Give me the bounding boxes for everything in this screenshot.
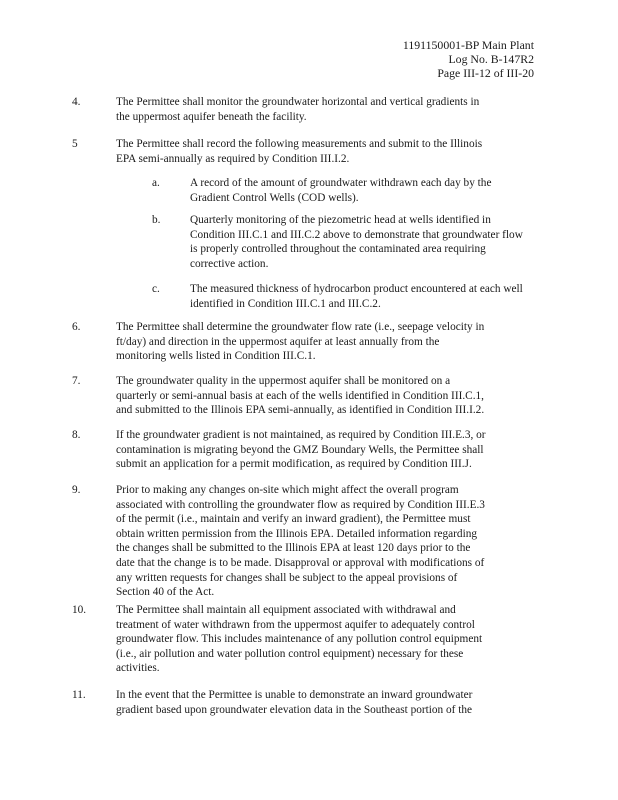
subitem-text-line: A record of the amount of groundwater withdrawn each day by the (190, 177, 492, 189)
item-number: 6. (72, 321, 81, 333)
item-text-line: contamination is migrating beyond the GMZ Boundary Wells, the Permittee shall (116, 443, 484, 456)
subitem-text-line: Condition III.C.1 and III.C.2 above to demonstrate that groundwater flow (190, 228, 523, 241)
subitem-text-line: The measured thickness of hydrocarbon product encountered at each well (190, 283, 523, 295)
item-text-line: The Permittee shall record the following measurements and submit to the Illinois (116, 138, 483, 150)
item-text-line: the uppermost aquifer beneath the facility. (116, 110, 307, 123)
item-text-line: The Permittee shall determine the groundwater flow rate (i.e., seepage velocity in (116, 321, 485, 333)
item-text-line: The groundwater quality in the uppermost aquifer shall be monitored on a (116, 375, 451, 387)
item-text-line: gradient based upon groundwater elevation data in the Southeast portion of the (116, 703, 473, 716)
item-number: 10. (72, 604, 87, 616)
item-text-line: quarterly or semi-annual basis at each of the wells identified in Condition III.C.1, (116, 389, 484, 402)
item-text-line: associated with controlling the groundwater flow as required by Condition III.E.3 (116, 498, 485, 511)
item-text-line: ft/day) and direction in the uppermost aquifer at least annually from the (116, 335, 440, 348)
log-number: Log No. B-147R2 (448, 52, 534, 67)
subitem-text-line: corrective action. (190, 257, 269, 270)
item-text-line: (i.e., air pollution and water pollution control equipment) necessary for these (116, 647, 464, 660)
subitem-text-line: Gradient Control Wells (COD wells). (190, 191, 359, 204)
item-number: 11. (72, 689, 86, 701)
item-text-line: EPA semi-annually as required by Condition III.I.2. (116, 152, 350, 165)
condition-item-4 (72, 95, 536, 124)
item-number: 8. (72, 429, 81, 441)
item-text-line: obtain written permission from the Illinois EPA. Detailed information regarding (116, 527, 478, 540)
item-text-line: The Permittee shall maintain all equipment associated with withdrawal and (116, 604, 456, 616)
item-text-line: and submitted to the Illinois EPA semi-annually, as identified in Condition III.I.2. (116, 404, 485, 417)
item-number: 7. (72, 375, 81, 387)
condition-item-11 (72, 688, 536, 717)
subitem-letter: b. (152, 214, 161, 226)
item-text-line: activities. (116, 662, 160, 675)
item-text-line: The Permittee shall monitor the groundwater horizontal and vertical gradients in (116, 96, 480, 108)
subitem-text-line: is properly controlled throughout the contaminated area requiring (190, 243, 486, 256)
subitem-a (152, 176, 550, 205)
item-text-line: Section 40 of the Act. (116, 586, 215, 599)
subitem-c (152, 282, 550, 311)
page-header (403, 38, 534, 81)
item-text-line: If the groundwater gradient is not maintained, as required by Condition III.E.3, or (116, 429, 486, 441)
item-text-line: submit an application for a permit modification, as required by Condition III.J. (116, 458, 472, 471)
facility-id: 1191150001-BP Main Plant (402, 38, 534, 52)
condition-item-9 (72, 483, 536, 600)
condition-item-8 (72, 428, 536, 472)
subitem-text-line: identified in Condition III.C.1 and III.C.2. (190, 297, 381, 310)
subitem-letter: c. (152, 283, 160, 295)
item-text-line: treatment of water withdrawn from the uppermost aquifer to adequately control (116, 618, 475, 631)
item-text-line: date that the change is to be made. Disapproval or approval with modifications of (116, 556, 485, 569)
condition-item-7 (72, 374, 536, 418)
item-text-line: any written requests for changes shall be subject to the appeal provisions of (116, 571, 458, 584)
subitem-text-line: Quarterly monitoring of the piezometric head at wells identified in (190, 214, 491, 226)
item-text-line: In the event that the Permittee is unable to demonstrate an inward groundwater (116, 689, 473, 701)
condition-item-10 (72, 603, 536, 676)
item-text-line: of the permit (i.e., maintain and verify an inward gradient), the Permittee must (116, 513, 471, 526)
item-text-line: monitoring wells listed in Condition III.C.1. (116, 350, 316, 363)
page-number: Page III-12 of III-20 (437, 66, 534, 81)
item-number: 5 (72, 138, 78, 150)
item-text-line: Prior to making any changes on-site which might affect the overall program (116, 484, 459, 496)
item-text-line: groundwater flow. This includes maintenance of any pollution control equipment (116, 633, 483, 646)
subitem-b (152, 213, 550, 271)
condition-item-6 (72, 320, 536, 364)
item-number: 4. (72, 96, 81, 108)
item-number: 9. (72, 484, 81, 496)
condition-item-5 (72, 137, 536, 166)
subitem-letter: a. (152, 177, 160, 189)
item-text-line: the changes shall be submitted to the Illinois EPA at least 120 days prior to the (116, 542, 471, 555)
